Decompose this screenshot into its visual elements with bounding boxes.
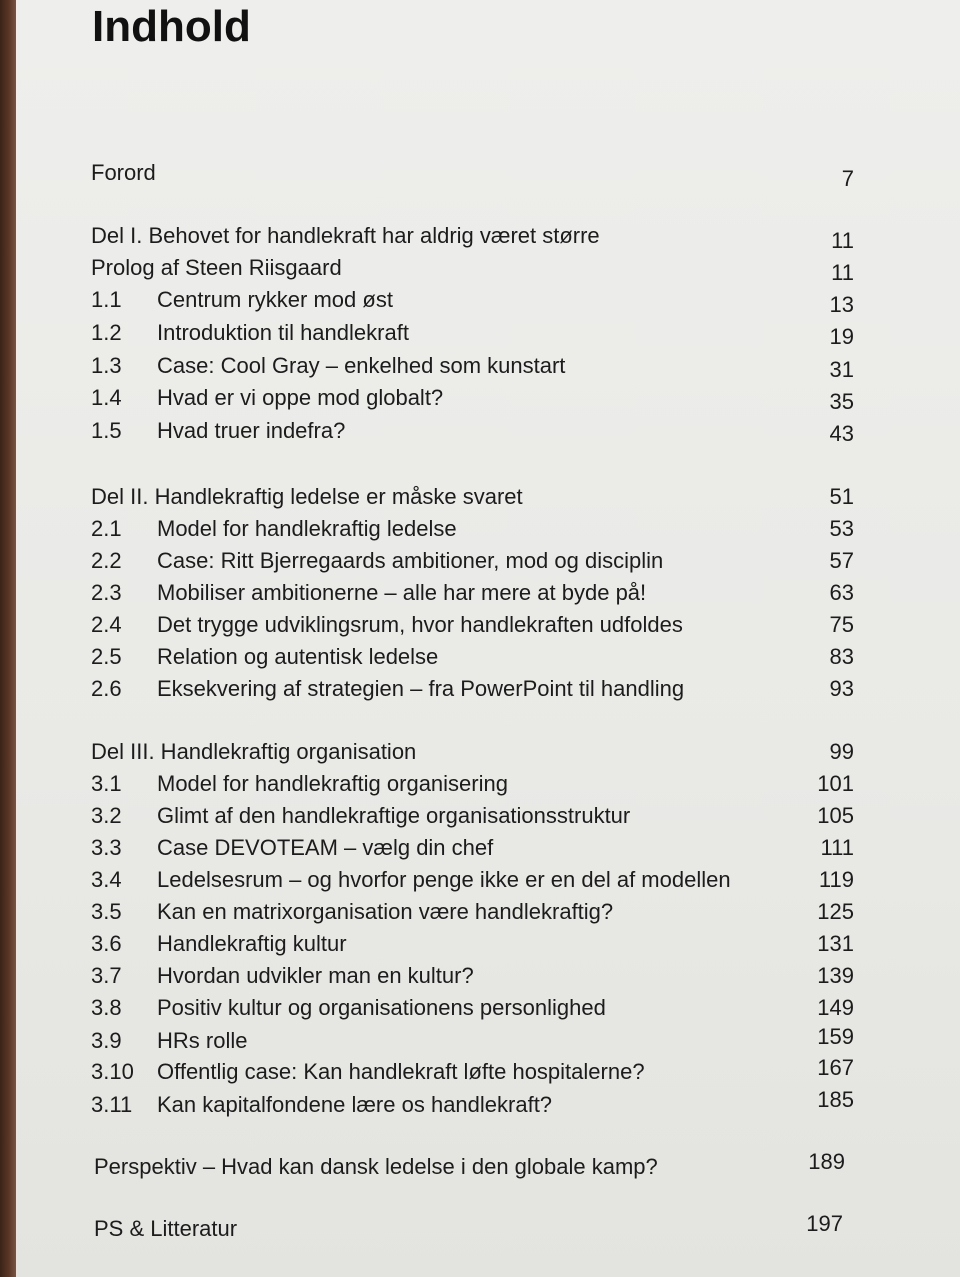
toc-entry-chapter [0, 545, 960, 577]
toc-entry-number: 2.6 [91, 676, 122, 701]
toc-entry-page: 149 [817, 995, 854, 1020]
toc-entry-title: Ledelsesrum – og hvorfor penge ikke er en del af modellen [157, 867, 731, 892]
toc-entry-page: 43 [829, 421, 854, 446]
toc-entry-title: Prolog af Steen Riisgaard [91, 255, 342, 280]
toc-entry-title: Kan en matrixorganisation være handlekraftig? [157, 899, 614, 924]
toc-entry-page: 101 [817, 771, 854, 796]
toc-entry-perspektiv [0, 1151, 960, 1183]
toc-entry-number: 3.5 [91, 899, 122, 924]
toc-entry-page: 93 [829, 676, 854, 701]
toc-entry-number: 2.5 [91, 644, 122, 669]
toc-entry-chapter [0, 415, 960, 447]
toc-entry-number: 2.4 [91, 612, 122, 637]
toc-entry-chapter [0, 577, 960, 609]
toc-entry-page: 31 [829, 357, 854, 382]
toc-entry-title: Model for handlekraftig organisering [157, 771, 508, 796]
toc-entry-page: 167 [817, 1055, 854, 1080]
toc-entry-chapter [0, 284, 960, 316]
toc-entry-title: PS & Litteratur [94, 1216, 238, 1241]
toc-entry-title: Relation og autentisk ledelse [157, 644, 439, 669]
toc-entry-chapter [0, 673, 960, 705]
toc-entry-chapter [0, 800, 960, 832]
toc-entry-number: 3.4 [91, 867, 122, 892]
toc-entry-number: 3.10 [91, 1059, 134, 1084]
toc-entry-page: 83 [829, 644, 854, 669]
toc-entry-title: Perspektiv – Hvad kan dansk ledelse i den globale kamp? [94, 1154, 658, 1179]
toc-entry-ps-litteratur [0, 1213, 960, 1245]
toc-entry-title: Hvordan udvikler man en kultur? [157, 963, 474, 988]
toc-entry-chapter [0, 1089, 960, 1121]
toc-entry-page: 105 [817, 803, 854, 828]
toc-entry-number: 3.1 [91, 771, 122, 796]
toc-entry-page: 119 [818, 867, 854, 892]
toc-entry-page: 19 [829, 324, 854, 349]
toc-entry-number: 3.8 [91, 995, 122, 1020]
toc-entry-title: Del III. Handlekraftig organisation [91, 739, 417, 764]
toc-entry-title: Forord [91, 160, 156, 185]
toc-entry-part-1 [0, 220, 960, 252]
toc-entry-chapter [0, 350, 960, 382]
toc-entry-title: Introduktion til handlekraft [157, 320, 409, 345]
toc-entry-chapter [0, 768, 960, 800]
toc-entry-title: Offentlig case: Kan handlekraft løfte hospitalerne? [157, 1059, 645, 1084]
toc-entry-chapter [0, 960, 960, 992]
toc-entry-page: 7 [841, 166, 854, 191]
toc-entry-number: 3.7 [91, 963, 122, 988]
toc-entry-page: 139 [817, 963, 854, 988]
toc-entry-page: 11 [831, 260, 854, 285]
toc-entry-chapter [0, 992, 960, 1024]
toc-entry-title: Case: Cool Gray – enkelhed som kunstart [157, 353, 566, 378]
toc-entry-number: 1.1 [91, 287, 122, 312]
toc-entry-page: 63 [829, 580, 854, 605]
toc-entry-number: 1.5 [91, 418, 122, 443]
toc-entry-chapter [0, 1025, 960, 1057]
toc-entry-title: Hvad er vi oppe mod globalt? [157, 385, 444, 410]
toc-entry-prolog [0, 252, 960, 284]
toc-entry-page: 189 [808, 1149, 845, 1174]
toc-entry-title: Del I. Behovet for handlekraft har aldrig været større [91, 223, 600, 248]
toc-entry-title: Mobiliser ambitionerne – alle har mere at byde på! [157, 580, 647, 605]
toc-entry-page: 75 [829, 612, 854, 637]
toc-entry-chapter [0, 609, 960, 641]
toc-entry-title: Hvad truer indefra? [157, 418, 346, 443]
toc-entry-number: 3.11 [91, 1092, 133, 1117]
toc-entry-title: Glimt af den handlekraftige organisationsstruktur [157, 803, 631, 828]
toc-entry-page: 111 [820, 835, 854, 860]
toc-entry-chapter [0, 832, 960, 864]
toc-entry-part-2 [0, 481, 960, 513]
toc-entry-page: 125 [817, 899, 854, 924]
toc-entry-title: Positiv kultur og organisationens personlighed [157, 995, 606, 1020]
toc-entry-title: HRs rolle [157, 1028, 248, 1053]
toc-entry-number: 1.4 [91, 385, 122, 410]
toc-entry-page: 53 [829, 516, 854, 541]
toc-entry-chapter [0, 382, 960, 414]
toc-entry-page: 99 [829, 739, 854, 764]
toc-entry-page: 51 [829, 484, 854, 509]
toc-entry-chapter [0, 317, 960, 349]
toc-entry-chapter [0, 513, 960, 545]
toc-entry-chapter [0, 641, 960, 673]
toc-entry-page: 11 [831, 228, 854, 253]
toc-entry-number: 2.2 [91, 548, 122, 573]
toc-entry-title: Case DEVOTEAM – vælg din chef [157, 835, 494, 860]
toc-entry-title: Eksekvering af strategien – fra PowerPoint til handling [157, 676, 685, 701]
toc-entry-title: Case: Ritt Bjerregaards ambitioner, mod og disciplin [157, 548, 664, 573]
page-title: Indhold [92, 2, 251, 51]
toc-entry-number: 2.3 [91, 580, 122, 605]
toc-entry-page: 57 [829, 548, 854, 573]
toc-entry-chapter [0, 928, 960, 960]
toc-entry-page: 13 [829, 292, 854, 317]
toc-entry-chapter [0, 896, 960, 928]
toc-entry-number: 2.1 [91, 516, 122, 541]
toc-entry-page: 185 [817, 1087, 854, 1112]
toc-entry-number: 1.3 [91, 353, 122, 378]
toc-entry-chapter [0, 864, 960, 896]
toc-entry-number: 1.2 [91, 320, 122, 345]
toc-entry-number: 3.3 [91, 835, 122, 860]
toc-entry-page: 197 [806, 1211, 843, 1236]
toc-entry-title: Centrum rykker mod øst [157, 287, 393, 312]
toc-entry-title: Det trygge udviklingsrum, hvor handlekraften udfoldes [157, 612, 683, 637]
toc-entry-title: Handlekraftig kultur [157, 931, 347, 956]
toc-entry-chapter [0, 1056, 960, 1088]
toc-entry-page: 35 [829, 389, 854, 414]
toc-entry-part-3 [0, 736, 960, 768]
toc-entry-title: Model for handlekraftig ledelse [157, 516, 457, 541]
toc-entry-title: Kan kapitalfondene lære os handlekraft? [157, 1092, 553, 1117]
toc-entry-title: Del II. Handlekraftig ledelse er måske svaret [91, 484, 523, 509]
toc-entry-page: 131 [817, 931, 854, 956]
toc-entry-forord [0, 157, 960, 189]
toc-entry-page: 159 [817, 1024, 854, 1049]
toc-entry-number: 3.2 [91, 803, 122, 828]
toc-entry-number: 3.6 [91, 931, 122, 956]
toc-entry-number: 3.9 [91, 1028, 122, 1053]
